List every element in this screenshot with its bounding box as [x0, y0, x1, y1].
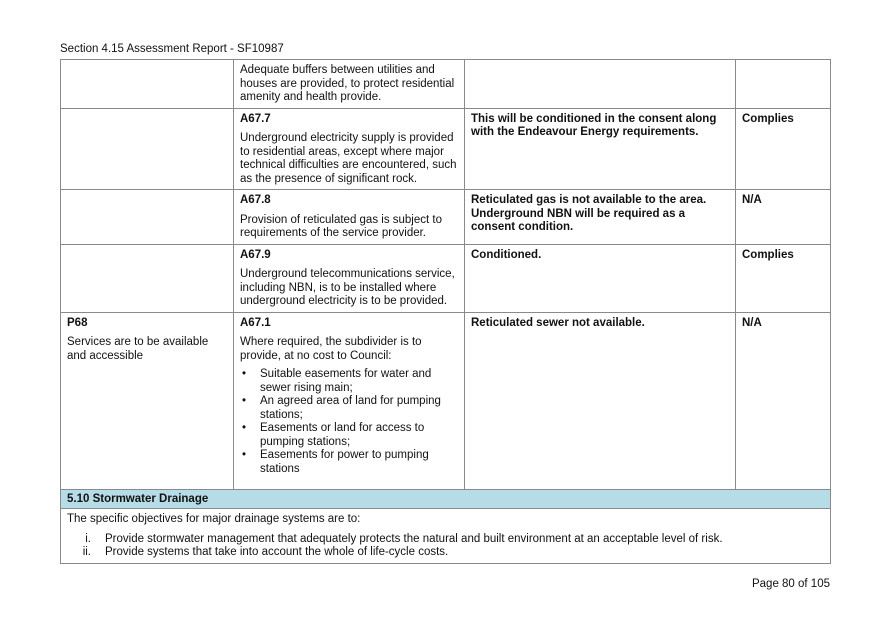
table-row — [61, 244, 831, 312]
status-cell: N/A — [736, 312, 831, 489]
assessment-table — [60, 59, 831, 564]
requirement-cell — [234, 60, 465, 109]
objective-text: Services are to be available and accessible — [67, 336, 209, 362]
section-intro: The specific objectives for major drainage systems are to: — [67, 513, 361, 525]
section-body — [61, 509, 831, 564]
table-row — [61, 108, 831, 190]
list-item: • Suitable easements for water and sewer rising main; — [258, 368, 458, 395]
requirement-text: Underground electricity supply is provided to residential areas, except where major technical difficulties are encountered, such as the presence of significant rock. — [240, 132, 457, 185]
objective-cell — [61, 244, 234, 312]
list-item — [67, 533, 824, 547]
list-item: • Easements for power to pumping stations — [258, 449, 458, 476]
comment-cell: Reticulated gas is not available to the area. Underground NBN will be required as a consent condition. — [465, 190, 736, 245]
status-cell: Complies — [736, 244, 831, 312]
section-heading-row — [61, 489, 831, 509]
objectives-list — [67, 533, 824, 560]
list-item: • Easements or land for access to pumping stations; — [258, 422, 458, 449]
requirement-cell — [234, 312, 465, 489]
objective-cell — [61, 108, 234, 190]
objective-cell — [61, 190, 234, 245]
objective-cell — [61, 60, 234, 109]
page-header: Section 4.15 Assessment Report - SF10987 — [60, 43, 284, 55]
section-title: 5.10 Stormwater Drainage — [61, 489, 831, 509]
list-number: i. — [85, 532, 91, 545]
page-number: Page 80 of 105 — [751, 578, 830, 590]
requirement-text: Underground telecommunications service, including NBN, is to be installed where underground electricity is to be provided. — [240, 268, 455, 307]
requirement-cell — [234, 108, 465, 190]
comment-cell: Reticulated sewer not available. — [465, 312, 736, 489]
requirement-cell — [234, 190, 465, 245]
list-item — [67, 546, 824, 560]
table-row — [61, 190, 831, 245]
objective-code: P68 — [67, 316, 88, 329]
objective-cell — [61, 312, 234, 489]
requirement-text: Adequate buffers between utilities and houses are provided, to protect residential amenity and health provide. — [240, 64, 455, 103]
status-cell: N/A — [736, 190, 831, 245]
list-text: Provide stormwater management that adequately protects the natural and built environment at an acceptable level of risk. — [105, 532, 723, 545]
table-row — [61, 509, 831, 564]
comment-cell — [465, 60, 736, 109]
requirement-cell — [234, 244, 465, 312]
table-row — [61, 312, 831, 489]
list-text: Provide systems that take into account the whole of life-cycle costs. — [105, 546, 449, 558]
list-number: ii. — [82, 546, 91, 558]
table-row — [61, 60, 831, 109]
requirement-code: A67.8 — [240, 194, 271, 206]
requirement-bullets — [240, 368, 458, 476]
status-cell: Complies — [736, 108, 831, 190]
list-item: • An agreed area of land for pumping stations; — [258, 395, 458, 422]
comment-cell: This will be conditioned in the consent along with the Endeavour Energy requirements. — [465, 108, 736, 190]
requirement-text: Provision of reticulated gas is subject to requirements of the service provider. — [240, 213, 442, 239]
comment-cell: Conditioned. — [465, 244, 736, 312]
requirement-code: A67.1 — [240, 316, 271, 329]
requirement-code: A67.7 — [240, 112, 271, 125]
requirement-code: A67.9 — [240, 248, 271, 261]
requirement-text: Where required, the subdivider is to provide, at no cost to Council: — [240, 336, 422, 362]
status-cell — [736, 60, 831, 109]
